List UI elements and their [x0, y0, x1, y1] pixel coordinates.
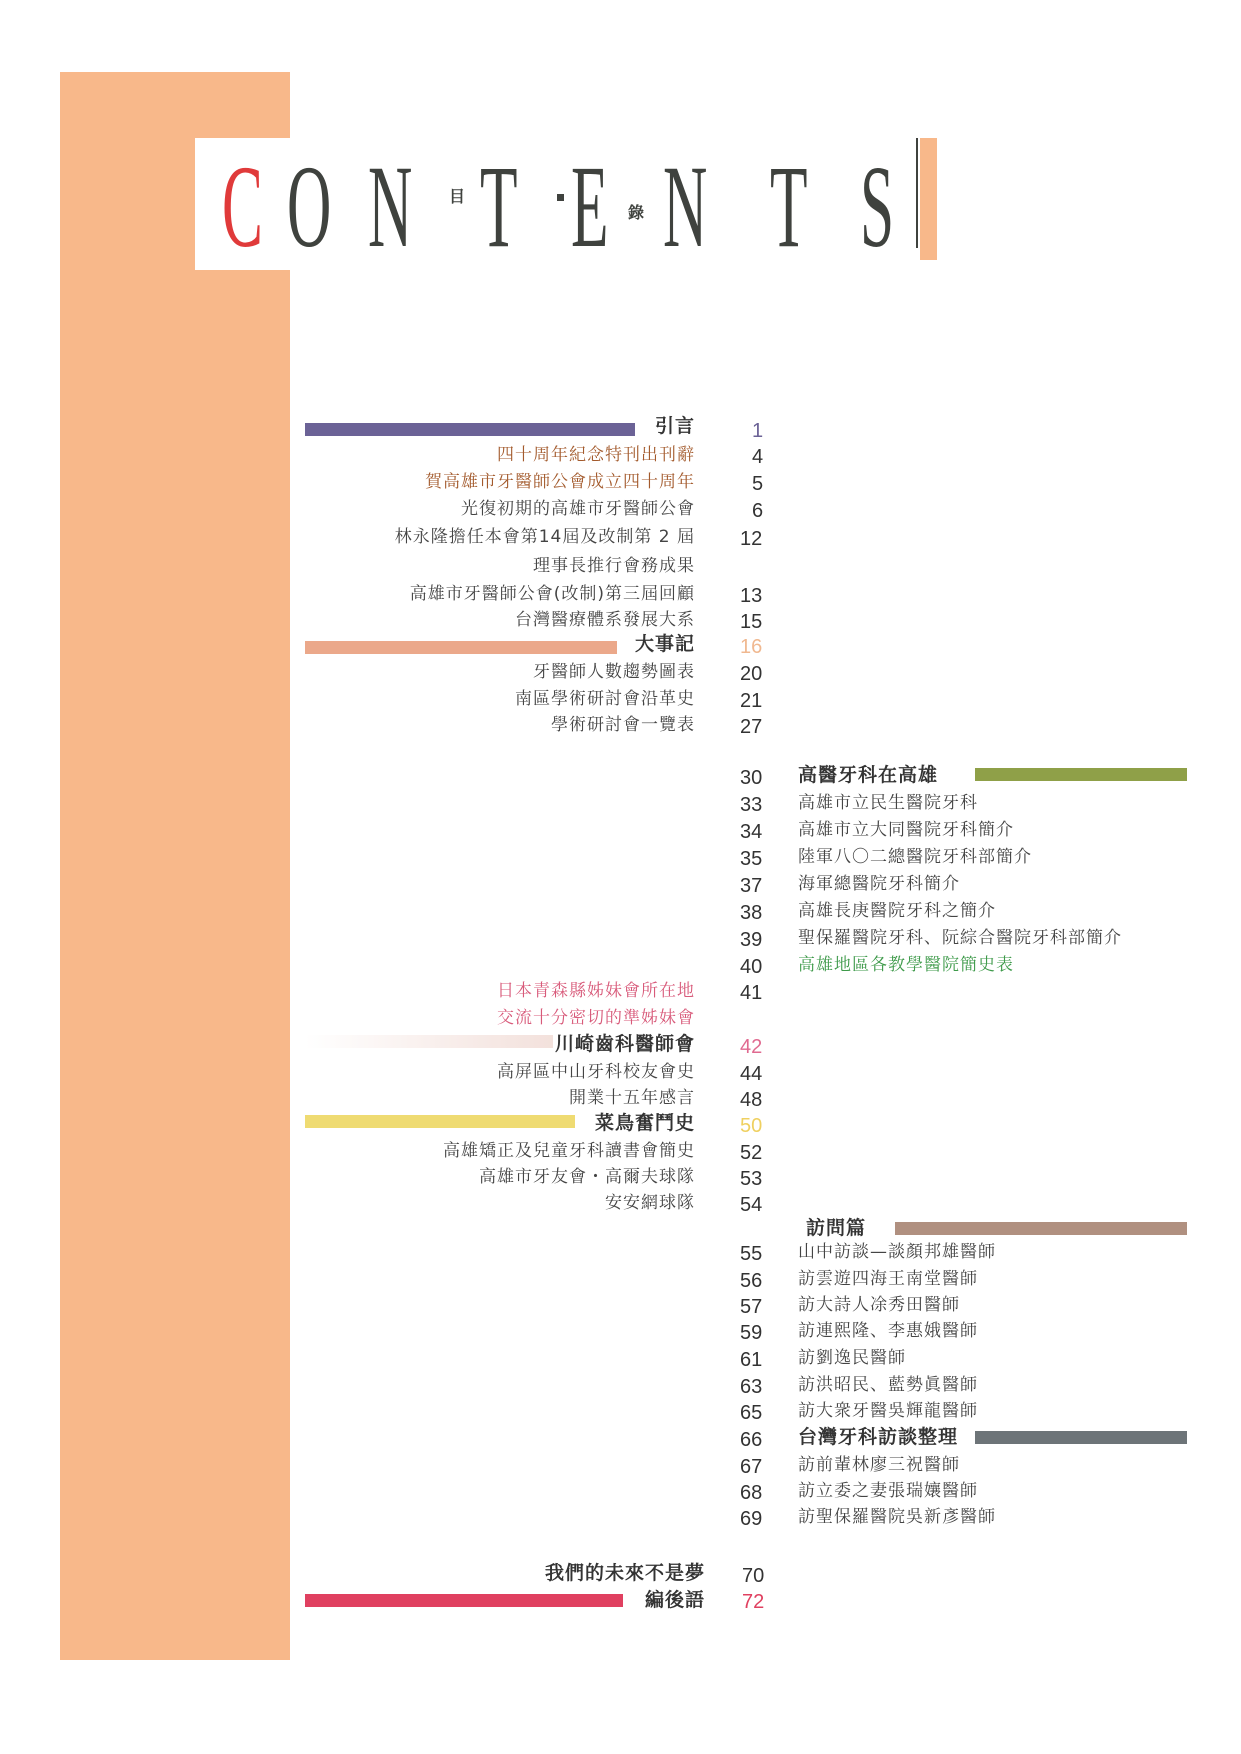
toc-heading[interactable]: 台灣牙科訪談整理 — [798, 1426, 959, 1448]
toc-heading[interactable]: 大事記 — [634, 633, 695, 655]
page-number: 69 — [740, 1508, 763, 1530]
toc-entry[interactable]: 高雄市牙醫師公會(改制)第三屆回顧 — [409, 584, 695, 604]
intro-bar — [305, 423, 635, 436]
page-number: 61 — [740, 1349, 763, 1371]
page-number: 6 — [752, 500, 764, 522]
page-number: 67 — [740, 1456, 763, 1478]
title-small-char: 錄 — [628, 203, 645, 222]
page-number: 56 — [740, 1270, 763, 1292]
toc-entry-continued: 交流十分密切的準姊妹會 — [497, 1008, 695, 1028]
title-accent-stripe — [920, 138, 937, 260]
page-number: 68 — [740, 1482, 763, 1504]
title-letter: T — [770, 141, 808, 272]
toc-entry[interactable]: 高雄長庚醫院牙科之簡介 — [798, 901, 996, 921]
toc-entry[interactable]: 訪洪昭民、藍勢眞醫師 — [798, 1375, 978, 1395]
toc-entry[interactable]: 聖保羅醫院牙科、阮綜合醫院牙科部簡介 — [798, 928, 1122, 948]
page-number: 42 — [740, 1036, 763, 1058]
toc-entry[interactable]: 高雄市立民生醫院牙科 — [798, 793, 978, 813]
toc-entry[interactable]: 高雄矯正及兒童牙科讀書會簡史 — [443, 1141, 695, 1161]
toc-entry[interactable]: 訪立委之妻張瑞孃醫師 — [798, 1481, 978, 1501]
toc-entry[interactable]: 訪大詩人凃秀田醫師 — [798, 1295, 960, 1315]
toc-entry[interactable]: 開業十五年感言 — [569, 1088, 695, 1108]
page-number: 16 — [740, 636, 763, 658]
page-number: 37 — [740, 875, 763, 897]
title-letter: E — [571, 141, 609, 272]
page-number: 63 — [740, 1376, 763, 1398]
page-number: 55 — [740, 1243, 763, 1265]
title-letter: S — [860, 141, 895, 272]
toc-entry[interactable]: 光復初期的高雄市牙醫師公會 — [461, 499, 695, 519]
page-number: 57 — [740, 1296, 763, 1318]
title-rule — [916, 138, 918, 248]
toc-entry-continued: 理事長推行會務成果 — [533, 556, 695, 576]
gaoyi-bar — [975, 768, 1187, 781]
page-number: 30 — [740, 767, 763, 789]
toc-entry[interactable]: 高雄地區各教學醫院簡史表 — [798, 955, 1014, 975]
title-dot — [557, 194, 564, 201]
toc-entry[interactable]: 賀高雄市牙醫師公會成立四十周年 — [425, 472, 695, 492]
toc-entry[interactable]: 學術研討會一覽表 — [551, 715, 695, 735]
toc-entry[interactable]: 山中訪談—談顏邦雄醫師 — [798, 1242, 996, 1262]
page-number: 34 — [740, 821, 763, 843]
page-number: 4 — [752, 446, 764, 468]
page-number: 15 — [740, 611, 763, 633]
page-number: 72 — [742, 1591, 765, 1613]
sister-bar — [305, 1035, 553, 1048]
orange-side-band — [60, 72, 290, 1660]
toc-entry[interactable]: 訪雲遊四海王南堂醫師 — [798, 1269, 978, 1289]
toc-entry[interactable]: 高雄市牙友會・高爾夫球隊 — [479, 1167, 695, 1187]
toc-heading[interactable]: 訪問篇 — [806, 1217, 867, 1239]
visit-bar — [895, 1222, 1187, 1235]
toc-entry[interactable]: 四十周年紀念特刊出刊辭 — [497, 445, 695, 465]
page-number: 20 — [740, 663, 763, 685]
page-number: 54 — [740, 1194, 763, 1216]
page-number: 12 — [740, 528, 763, 550]
page-number: 38 — [740, 902, 763, 924]
page-number: 59 — [740, 1322, 763, 1344]
toc-heading[interactable]: 我們的未來不是夢 — [544, 1562, 705, 1584]
page-number: 40 — [740, 956, 763, 978]
page-number: 27 — [740, 716, 763, 738]
toc-heading[interactable]: 菜鳥奮鬥史 — [594, 1112, 695, 1134]
toc-entry[interactable]: 高屏區中山牙科校友會史 — [497, 1062, 695, 1082]
page-number: 1 — [752, 420, 764, 442]
toc-entry[interactable]: 高雄市立大同醫院牙科簡介 — [798, 820, 1014, 840]
title-letter: T — [480, 141, 518, 272]
toc-entry[interactable]: 訪聖保羅醫院吳新彥醫師 — [798, 1507, 996, 1527]
title-letter: C — [222, 141, 263, 272]
title-letter: O — [287, 141, 332, 272]
page-number: 52 — [740, 1142, 763, 1164]
page-number: 39 — [740, 929, 763, 951]
page-number: 70 — [742, 1565, 765, 1587]
toc-entry[interactable]: 台灣醫療體系發展大系 — [515, 610, 695, 630]
page-number: 48 — [740, 1089, 763, 1111]
toc-entry[interactable]: 訪前輩林廖三祝醫師 — [798, 1455, 960, 1475]
page-number: 41 — [740, 982, 763, 1004]
title-letter: N — [368, 141, 413, 272]
page-number: 5 — [752, 473, 764, 495]
page-number: 44 — [740, 1063, 763, 1085]
toc-heading[interactable]: 引言 — [654, 415, 695, 437]
toc-entry[interactable]: 訪大衆牙醫吳輝龍醫師 — [798, 1401, 978, 1421]
title-letter: N — [663, 141, 708, 272]
toc-entry[interactable]: 南區學術研討會沿革史 — [515, 689, 695, 709]
rookie-bar — [305, 1115, 575, 1128]
toc-heading[interactable]: 川崎齒科醫師會 — [554, 1033, 695, 1055]
toc-entry[interactable]: 牙醫師人數趨勢圖表 — [533, 662, 695, 682]
toc-entry[interactable]: 陸軍八〇二總醫院牙科部簡介 — [798, 847, 1032, 867]
editor-bar — [305, 1594, 623, 1607]
page-number: 65 — [740, 1402, 763, 1424]
toc-entry[interactable]: 日本青森縣姊妹會所在地 — [497, 981, 695, 1001]
page-number: 53 — [740, 1168, 763, 1190]
page-number: 66 — [740, 1429, 763, 1451]
toc-heading[interactable]: 編後語 — [644, 1589, 705, 1611]
toc-entry[interactable]: 安安網球隊 — [605, 1193, 695, 1213]
page-number: 50 — [740, 1115, 763, 1137]
toc-entry[interactable]: 海軍總醫院牙科簡介 — [798, 874, 960, 894]
page-number: 21 — [740, 690, 763, 712]
page-number: 33 — [740, 794, 763, 816]
toc-heading[interactable]: 高醫牙科在高雄 — [798, 764, 939, 786]
title-small-char: 目 — [449, 187, 466, 206]
toc-entry[interactable]: 訪劉逸民醫師 — [798, 1348, 906, 1368]
toc-entry[interactable]: 林永隆擔任本會第14屆及改制第 2 屆 — [394, 527, 695, 547]
page-number: 35 — [740, 848, 763, 870]
events-bar — [305, 641, 617, 654]
taiwan-bar — [975, 1431, 1187, 1444]
page-number: 13 — [740, 585, 763, 607]
toc-entry[interactable]: 訪連熙隆、李惠娥醫師 — [798, 1321, 978, 1341]
